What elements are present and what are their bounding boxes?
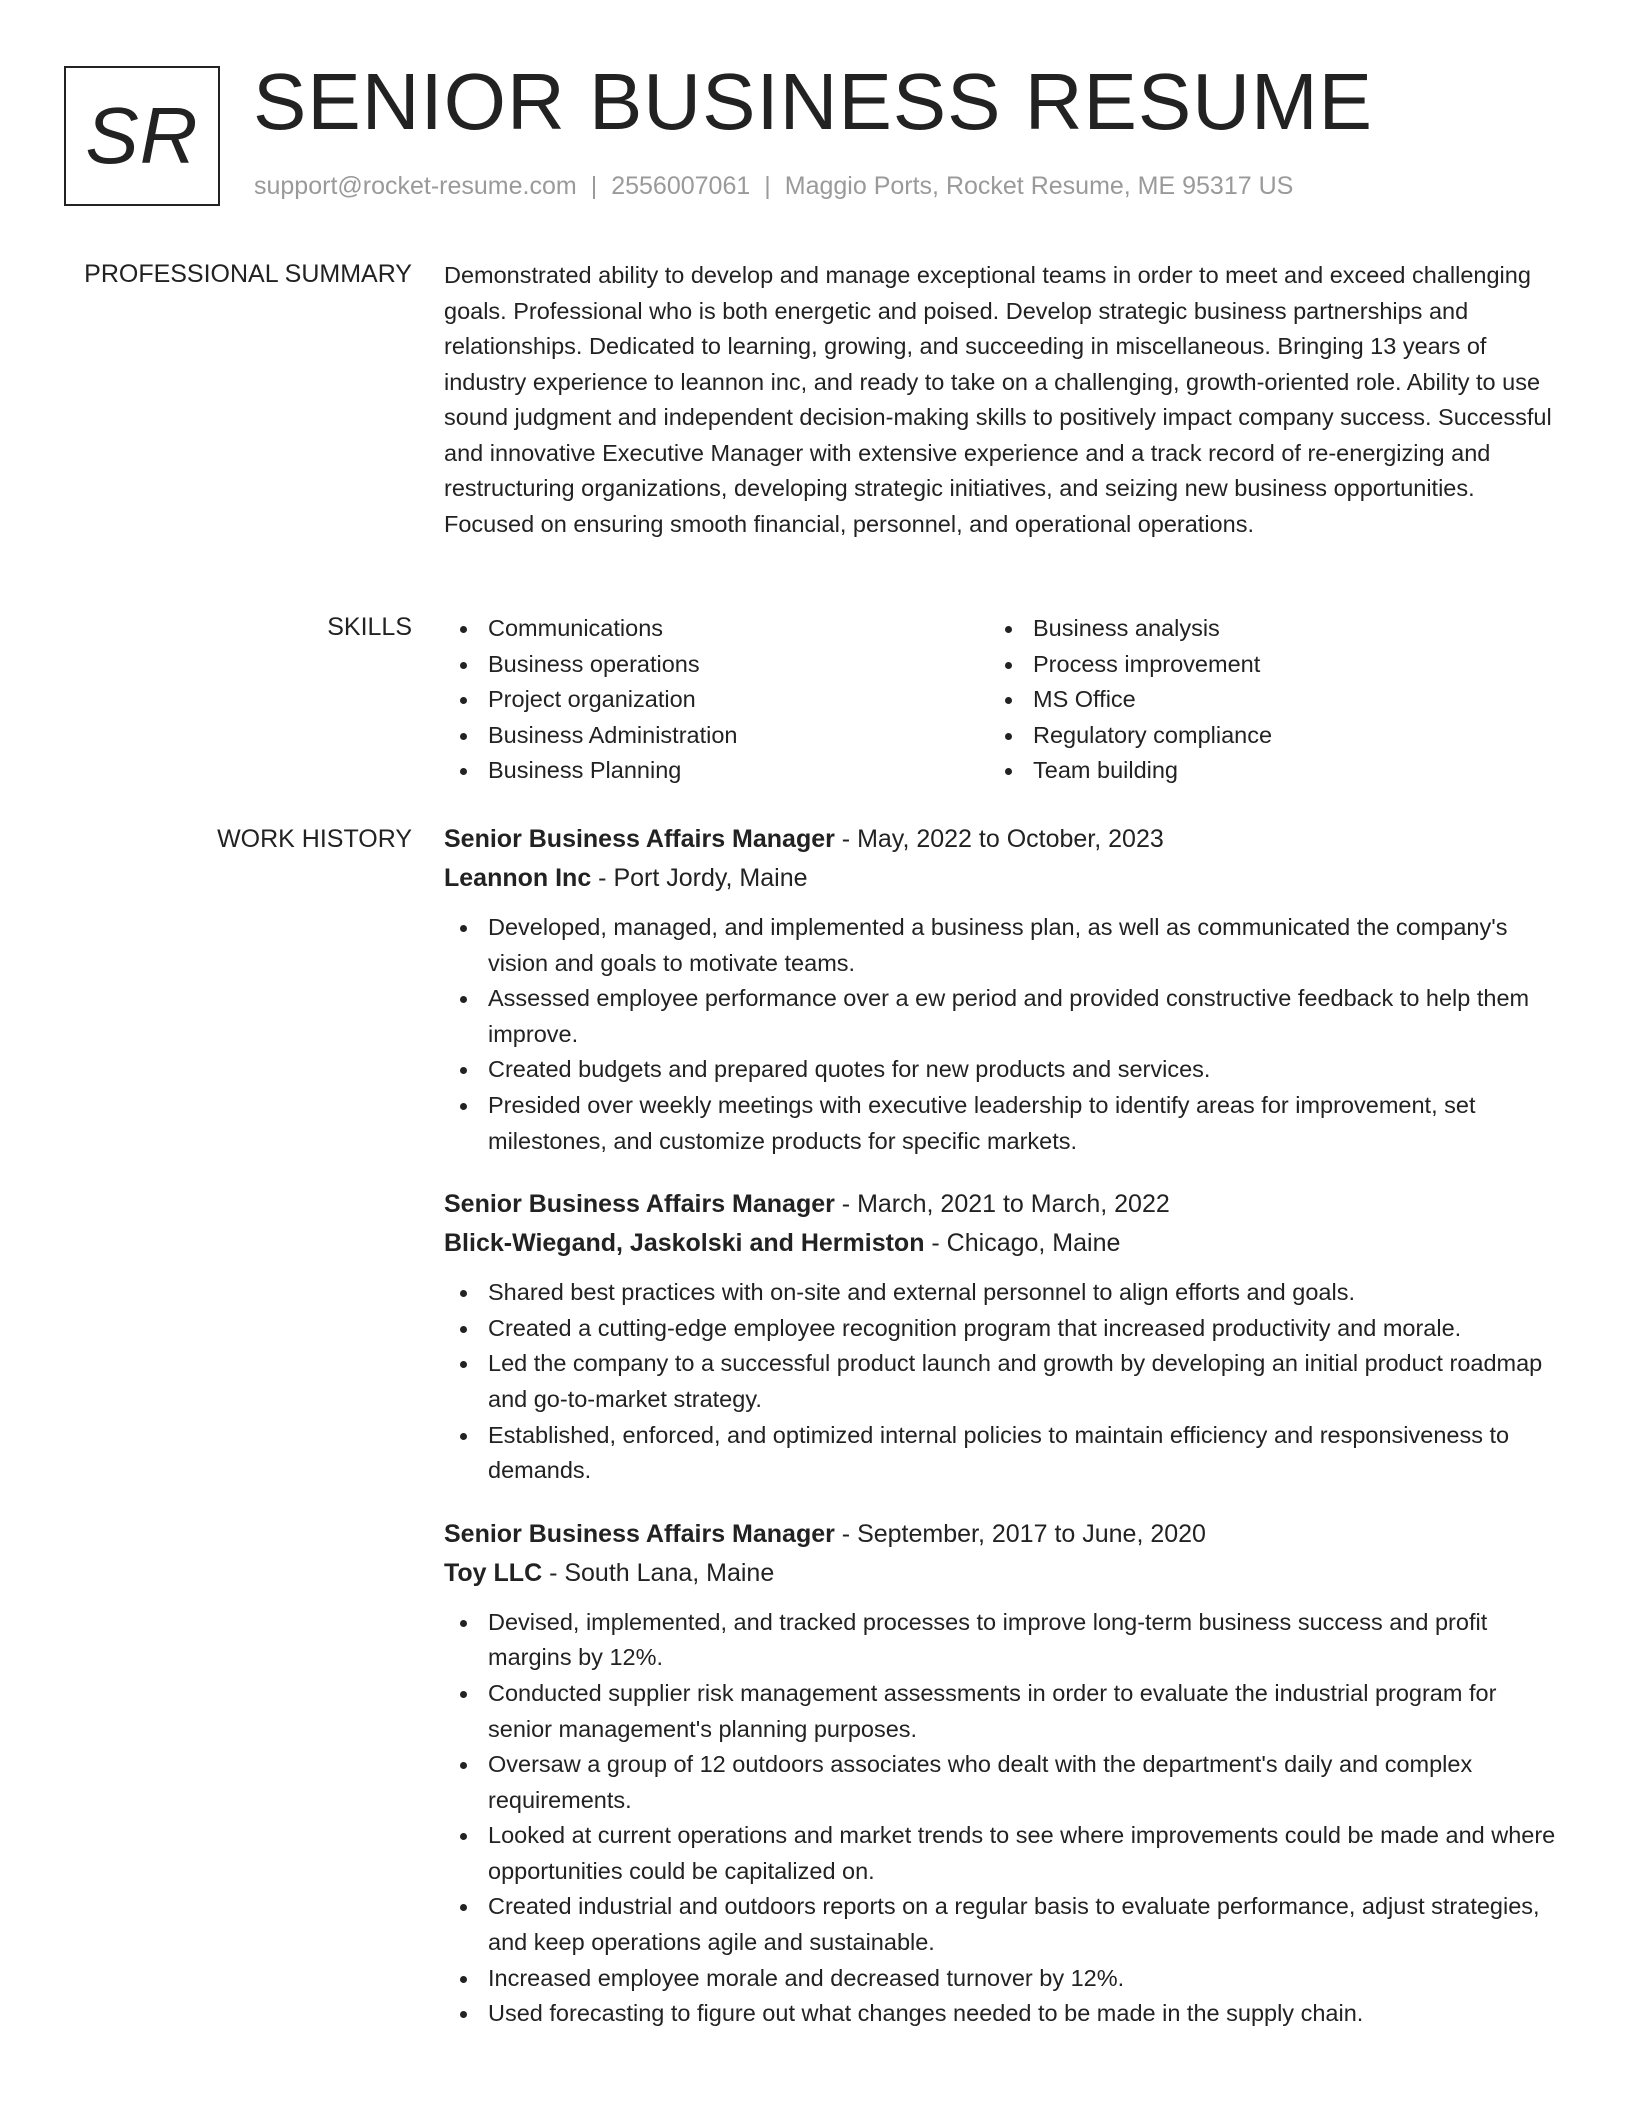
- contact-phone[interactable]: 2556007061: [611, 172, 751, 200]
- contact-email[interactable]: support@rocket-resume.com: [254, 172, 577, 200]
- job-entry: [444, 820, 1562, 1159]
- job-bullet: Developed, managed, and implemented a business plan, as well as communicated the company's vision and goals to motivate teams.: [488, 910, 1562, 981]
- job-bullet: Used forecasting to figure out what changes needed to be made in the supply chain.: [488, 1996, 1562, 2032]
- job-title-line: [444, 820, 1562, 859]
- contact-separator: |: [590, 172, 598, 200]
- summary-heading: PROFESSIONAL SUMMARY: [84, 260, 412, 288]
- job-company-line: [444, 1554, 1562, 1593]
- job-bullet: Shared best practices with on-site and external personnel to align efforts and goals.: [488, 1275, 1562, 1311]
- work-history-heading: WORK HISTORY: [217, 825, 412, 853]
- contact-line: [254, 172, 1293, 201]
- job-location: - Port Jordy, Maine: [591, 864, 808, 892]
- contact-separator: |: [764, 172, 771, 200]
- job-bullet: Increased employee morale and decreased turnover by 12%.: [488, 1961, 1562, 1997]
- job-bullet: Devised, implemented, and tracked processes to improve long-term business success and profit margins by 12%.: [488, 1605, 1562, 1676]
- skills-grid: [444, 611, 1562, 789]
- job-bullet: Established, enforced, and optimized internal policies to maintain efficiency and responsiveness to demands.: [488, 1418, 1562, 1489]
- job-title-line: [444, 1515, 1562, 1554]
- job-bullets: [444, 1605, 1562, 2032]
- job-entry: [444, 1185, 1562, 1489]
- job-bullet: Oversaw a group of 12 outdoors associates who dealt with the department's daily and complex requirements.: [488, 1747, 1562, 1818]
- job-dates: - May, 2022 to October, 2023: [834, 825, 1164, 853]
- skill-item: Team building: [1033, 753, 1534, 789]
- job-bullet: Assessed employee performance over a ew period and provided constructive feedback to help them improve.: [488, 981, 1562, 1052]
- job-bullet: Conducted supplier risk management assessments in order to evaluate the industrial program for senior management's planning purposes.: [488, 1676, 1562, 1747]
- job-bullets: [444, 910, 1562, 1159]
- skill-item: Business Administration: [488, 718, 989, 754]
- skill-item: MS Office: [1033, 682, 1534, 718]
- job-company-line: [444, 859, 1562, 898]
- skills-body: [444, 611, 1562, 789]
- skill-item: Business operations: [488, 647, 989, 683]
- skill-item: Business analysis: [1033, 611, 1534, 647]
- job-bullet: Led the company to a successful product launch and growth by developing an initial product roadmap and go-to-market strategy.: [488, 1346, 1562, 1417]
- job-location: - Chicago, Maine: [924, 1229, 1121, 1258]
- job-bullet: Created budgets and prepared quotes for new products and services.: [488, 1052, 1562, 1088]
- skills-heading: SKILLS: [327, 613, 412, 641]
- job-company: Leannon Inc: [444, 864, 592, 892]
- job-entry: [444, 1515, 1562, 2032]
- job-bullet: Created industrial and outdoors reports on a regular basis to evaluate performance, adjust strategies, and keep operations agile and sustainable.: [488, 1889, 1562, 1960]
- skills-column-right: [989, 611, 1534, 789]
- job-title: Senior Business Affairs Manager: [444, 1190, 835, 1219]
- resume-title: SENIOR BUSINESS RESUME: [253, 57, 1374, 146]
- summary-text: Demonstrated ability to develop and manage exceptional teams in order to meet and exceed challenging goals. Professional who is both energetic and poised. Develop strategic business partnerships and relationships. Dedicated to learning, growing, and succeeding in miscellaneous. Bringing 13 years of industry experience to leannon inc, and ready to take on a challenging, growth-oriented role. Ability to use sound judgment and independent decision-making skills to positively impact company success. Successful and innovative Executive Manager with extensive experience and a track record of re-energizing and restructuring organizations, developing strategic initiatives, and seizing new business opportunities. Focused on ensuring smooth financial, personnel, and operational operations.: [444, 262, 1552, 537]
- work-history-body: [444, 820, 1562, 2058]
- skill-item: Business Planning: [488, 753, 989, 789]
- job-dates: - March, 2021 to March, 2022: [834, 1190, 1170, 1219]
- job-location: - South Lana, Maine: [542, 1558, 775, 1587]
- contact-address: Maggio Ports, Rocket Resume, ME 95317 US: [784, 172, 1294, 200]
- job-company-line: [444, 1224, 1562, 1263]
- skill-item: Process improvement: [1033, 647, 1534, 683]
- skills-column-left: [444, 611, 989, 789]
- skill-item: Communications: [488, 611, 989, 647]
- job-bullet: Presided over weekly meetings with executive leadership to identify areas for improvement, set milestones, and customize products for specific markets.: [488, 1088, 1562, 1159]
- monogram-logo: SR: [64, 66, 220, 206]
- job-dates: - September, 2017 to June, 2020: [834, 1519, 1206, 1548]
- job-bullet: Created a cutting-edge employee recognition program that increased productivity and morale.: [488, 1311, 1562, 1347]
- job-title: Senior Business Affairs Manager: [444, 825, 835, 853]
- job-title: Senior Business Affairs Manager: [444, 1519, 835, 1548]
- skill-item: Project organization: [488, 682, 989, 718]
- summary-body: [444, 258, 1562, 542]
- job-company: Blick-Wiegand, Jaskolski and Hermiston: [444, 1229, 925, 1258]
- job-title-line: [444, 1185, 1562, 1224]
- job-company: Toy LLC: [444, 1558, 543, 1587]
- skill-item: Regulatory compliance: [1033, 718, 1534, 754]
- job-bullet: Looked at current operations and market trends to see where improvements could be made and where opportunities could be capitalized on.: [488, 1818, 1562, 1889]
- job-bullets: [444, 1275, 1562, 1489]
